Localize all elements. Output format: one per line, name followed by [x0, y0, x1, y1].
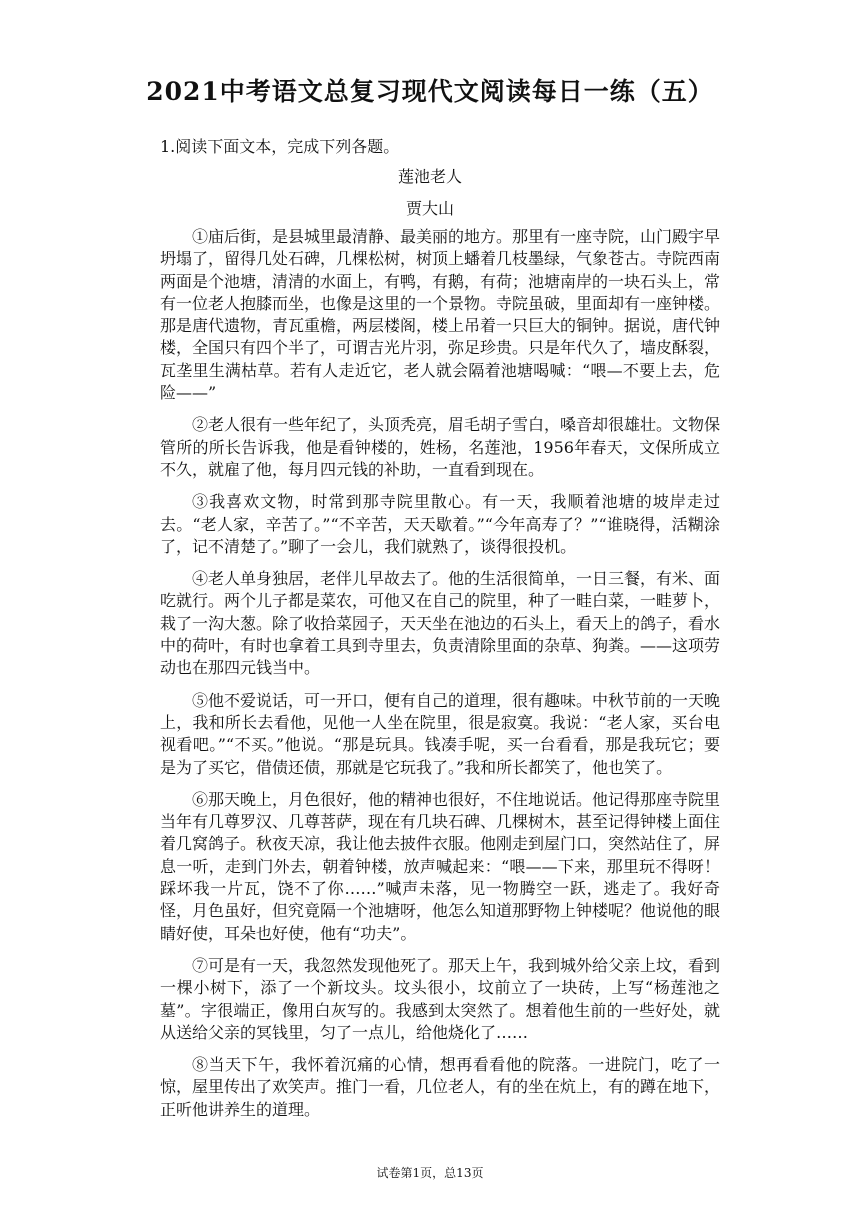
page-footer: 试卷第1页，总13页	[376, 1166, 484, 1180]
paragraph-8: ⑧当天下午，我怀着沉痛的心情，想再看看他的院落。一进院门，吃了一惊，屋里传出了欢笑声。推门一看，几位老人，有的坐在炕上，有的蹲在地下，正听他讲养生的道理。	[160, 1055, 721, 1119]
paragraph-3: ③我喜欢文物，时常到那寺院里散心。有一天，我顺着池塘的坡岸走过去。“老人家，辛苦了。”“不辛苦，天天歇着。”“今年高寿了？”“谁晓得，活糊涂了，记不清楚了。”聊了一会儿，我们就熟了，谈得很投机。	[160, 492, 720, 556]
essay-author: 贾大山	[405, 199, 454, 218]
document-title: 2021中考语文总复习现代文阅读每日一练（五）	[146, 77, 714, 106]
question-instruction: 1.阅读下面文本，完成下列各题。	[160, 137, 400, 156]
paragraph-7: ⑦可是有一天，我忽然发现他死了。那天上午，我到城外给父亲上坟，看到一棵小树下，添了一个新坟头。坟头很小，坟前立了一块砖，上写“杨莲池之墓”。字很端正，像用白灰写的。我感到太突然了。想着他生前的一些好处，就从送给父亲的冥钱里，匀了一点儿，给他烧化了……	[160, 955, 721, 1042]
paragraph-2: ②老人很有一些年纪了，头顶秃亮，眉毛胡子雪白，嗓音却很雄壮。文物保管所的所长告诉我，他是看钟楼的，姓杨，名莲池，1956年春天，文保所成立不久，就雇了他，每月四元钱的补助，一直看到现在。	[160, 415, 721, 479]
essay-title: 莲池老人	[397, 167, 462, 186]
paragraph-1: ①庙后街，是县城里最清静、最美丽的地方。那里有一座寺院，山门殿宇早坍塌了，留得几处石碑，几棵松树，树顶上蟠着几枝墨绿，气象苍古。寺院西南两面是个池塘，清清的水面上，有鸭，有鹅，有荷；池塘南岸的一块石头上，常有一位老人抱膝而坐，也像是这里的一个景物。寺院虽破，里面却有一座钟楼。那是唐代遗物，青瓦重檐，两层楼阁，楼上吊着一只巨大的铜钟。据说，唐代钟楼，全国只有四个半了，可谓吉光片羽，弥足珍贵。只是年代久了，墙皮酥裂，瓦垄里生满枯草。若有人走近它，老人就会隔着池塘喝喊：“喂—不要上去，危险——”	[160, 227, 721, 403]
essay-body	[160, 226, 720, 1131]
paragraph-5: ⑤他不爱说话，可一开口，便有自己的道理，很有趣味。中秋节前的一天晚上，我和所长去看他，见他一人坐在院里，很是寂寞。我说：“老人家，买台电视看吧。”“不买。”他说。“那是玩具。钱凑手呢，买一台看看，那是我玩它；要是为了买它，借债还债，那就是它玩我了。”我和所长都笑了，他也笑了。	[160, 690, 721, 777]
paragraph-6: ⑥那天晚上，月色很好，他的精神也很好，不住地说话。他记得那座寺院里当年有几尊罗汉、几尊菩萨，现在有几块石碑、几棵树木，甚至记得钟楼上面住着几窝鸽子。秋夜天凉，我让他去披件衣服。他刚走到屋门口，突然站住了，屏息一听，走到门外去，朝着钟楼，放声喊起来：“喂——下来，那里玩不得呀！踩坏我一片瓦，饶不了你……”喊声未落，见一物腾空一跃，逃走了。我好奇怪，月色虽好，但究竟隔一个池塘呀，他怎么知道那野物上钟楼呢？他说他的眼睛好使，耳朵也好使，他有“功夫”。	[160, 789, 721, 943]
paragraph-4: ④老人单身独居，老伴儿早故去了。他的生活很简单，一日三餐，有米、面吃就行。两个儿子都是菜农，可他又在自己的院里，种了一畦白菜，一畦萝卜，栽了一沟大葱。除了收拾菜园子，天天坐在池边的石头上，看天上的鸽子，看水中的荷叶，有时也拿着工具到寺里去，负责清除里面的杂草、狗粪。——这项劳动也在那四元钱当中。	[160, 569, 721, 678]
